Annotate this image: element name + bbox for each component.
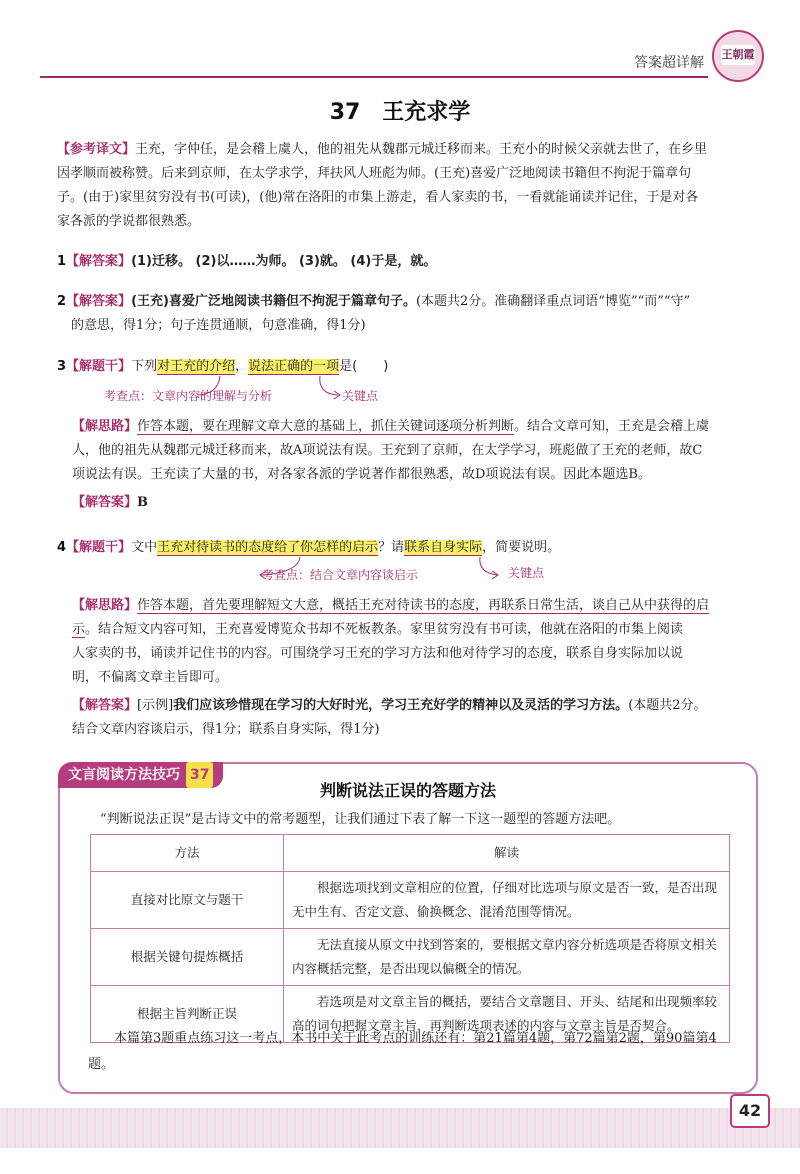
q3-analysis-tag: 【解思路】	[72, 419, 138, 434]
question-4-analysis	[72, 594, 760, 742]
q4-annotation-key: 关键点	[508, 566, 545, 580]
q4-analysis-3: 人家卖的书，诵读并记住书的内容。可围绕学习王充的学习方法和他对待学习的态度，联系自身实际加以说	[72, 646, 684, 661]
method-box	[58, 762, 758, 1094]
question-3-analysis	[72, 415, 755, 515]
q3-analysis-2: 人，他的祖先从魏郡元城迁移而来，故A项说法有误。王充到了京师，在太学学习，班彪做了王充的老师，故C	[72, 443, 703, 458]
q2-answer: (王充)喜爱广泛地阅读书籍但不拘泥于篇章句子。	[131, 294, 416, 309]
method-cell: 根据主旨判断正误	[91, 986, 284, 1043]
q3-analysis-3: 项说法有误。王充读了大量的书，对各家各派的学说著作都很熟悉，故D项说法有误。因此本题选B。	[72, 467, 651, 482]
translation-tag: 【参考译文】	[57, 142, 136, 157]
q4-analysis-underlined-1: 作答本题，首先要理解短文大意，概括王充对待读书的态度，再联系日常生活，谈自己从中获得的启	[137, 598, 710, 613]
q3-mid: ，	[235, 359, 249, 374]
q2-note-line2: 的意思，得1分；句子连贯通顺，句意准确，得1分)	[71, 318, 366, 333]
table-row	[91, 929, 730, 986]
method-box-intro: “判断说法正误”是古诗文中的常考题型，让我们通过下表了解一下这一题型的答题方法吧。	[100, 812, 621, 827]
brand-logo	[712, 30, 764, 82]
method-badge-label: 文言阅读方法技巧	[68, 767, 180, 783]
q4-answer: 我们应该珍惜现在学习的大好时光，学习王充好学的精神以及灵活的学习方法。	[173, 698, 629, 713]
method-table-header	[91, 835, 730, 872]
header-label: 答案超详解	[634, 55, 704, 71]
logo-text: 王朝霞	[721, 45, 755, 65]
footer-band	[0, 1108, 800, 1148]
translation-line1: 王充，字仲任，是会稽上虞人，他的祖先从魏郡元城迁移而来。王充小的时候父亲就去世了，在乡里	[135, 142, 708, 157]
q4-tag: 【解题干】	[66, 540, 132, 555]
q4-annotation-focus: 考查点：结合文章内容谈启示	[262, 568, 419, 582]
translation-block	[57, 138, 750, 234]
explanation-cell: 根据选项找到文章相应的位置，仔细对比选项与原文是否一致，是否出现无中生有、否定文意、偷换概念、混淆范围等情况。	[284, 872, 730, 929]
q3-annotation-focus: 考查点：文章内容的理解与分析	[104, 389, 273, 403]
q3-highlight-2: 说法正确的一项	[248, 359, 340, 374]
q3-analysis-underlined: 作答本题，要在理解文章大意的基础上，抓住关键词逐项分析判断	[137, 419, 515, 434]
q3-tag: 【解题干】	[66, 359, 132, 374]
method-box-footer: 本篇第3题重点练习这一考点，本书中关于此考点的训练还有：第21篇第4题，第72篇第2题，第90篇第4题。	[88, 1031, 717, 1072]
q3-post: 是( )	[339, 359, 389, 374]
q3-pre: 下列	[131, 359, 158, 374]
q4-post: ，简要说明。	[482, 540, 561, 555]
q3-highlight-1: 对王充的介绍	[157, 359, 236, 374]
q3-analysis-1: 。结合文章可知，王充是会稽上虞	[514, 419, 710, 434]
q2-note: (本题共2分。准确翻译重点词语“博览”“而”“守”	[415, 294, 691, 309]
q4-note-2: 结合文章内容谈启示，得1分；联系自身实际，得1分)	[72, 722, 380, 737]
q4-note: (本题共2分。	[628, 698, 707, 713]
method-box-title: 判断说法正误的答题方法	[319, 781, 496, 800]
q4-mid: ？请	[378, 540, 405, 555]
q3-answer: B	[137, 495, 149, 510]
q4-analysis-2: 。结合短文内容可知，王充喜爱博览众书却不死板教条。家里贫穷没有书可读，他就在洛阳的市集上阅读	[85, 622, 684, 637]
q3-annotation-key: 关键点	[342, 389, 379, 403]
question-1	[57, 250, 750, 274]
page-header	[0, 0, 800, 96]
explanation-cell: 若选项是对文章主旨的概括，要结合文章题目、开头、结尾和出现频率较高的词句把握文章主旨，再判断选项表述的内容与文章主旨是否契合。	[284, 986, 730, 1043]
method-table	[90, 834, 730, 1043]
translation-line4: 家各派的学说都很熟悉。	[57, 214, 201, 229]
q1-answer: (1)迁移。 (2)以……为师。 (3)就。 (4)于是，就。	[131, 254, 437, 269]
explanation-cell: 无法直接从原文中找到答案的，要根据文章内容分析选项是否将原文相关内容概括完整，是否出现以偏概全的情况。	[284, 929, 730, 986]
q4-analysis-4: 明，不偏离文章主旨即可。	[72, 670, 229, 685]
q1-tag: 【解答案】	[66, 254, 132, 269]
q4-highlight-2: 联系自身实际	[404, 540, 483, 555]
translation-line3: 子。(由于)家里贫穷没有书(可读)，(他)常在洛阳的市集上游走，看人家卖的书，一看就能诵读并记住，于是对各	[57, 190, 699, 205]
explanation-col-header: 解读	[284, 835, 730, 872]
translation-line2: 因孝顺而被称赞。后来到京师，在太学求学，拜扶风人班彪为师。(王充)喜爱广泛地阅读书籍但不拘泥于篇章句	[57, 166, 692, 181]
q4-analysis-underlined-2: 示	[72, 622, 86, 637]
q4-pre: 文中	[131, 540, 158, 555]
q3-answer-tag: 【解答案】	[72, 495, 138, 510]
header-rule	[40, 76, 708, 78]
method-badge-number: 37	[186, 762, 213, 788]
table-row	[91, 872, 730, 929]
method-cell: 根据关键句提炼概括	[91, 929, 284, 986]
q3-number: 3	[57, 359, 67, 374]
page-title: 37 王充求学	[329, 100, 471, 125]
question-3-stem	[57, 355, 750, 379]
method-cell: 直接对比原文与题干	[91, 872, 284, 929]
q2-tag: 【解答案】	[66, 294, 132, 309]
page-number: 42	[730, 1094, 770, 1128]
q4-highlight-1: 王充对待读书的态度给了你怎样的启示	[157, 540, 379, 555]
q4-number: 4	[57, 540, 67, 555]
question-2	[57, 290, 750, 338]
q2-number: 2	[57, 294, 67, 309]
q1-number: 1	[57, 254, 67, 269]
q4-example: [示例]	[137, 698, 174, 713]
method-col-header: 方法	[91, 835, 284, 872]
q4-answer-tag: 【解答案】	[72, 698, 138, 713]
q4-analysis-tag: 【解思路】	[72, 598, 138, 613]
